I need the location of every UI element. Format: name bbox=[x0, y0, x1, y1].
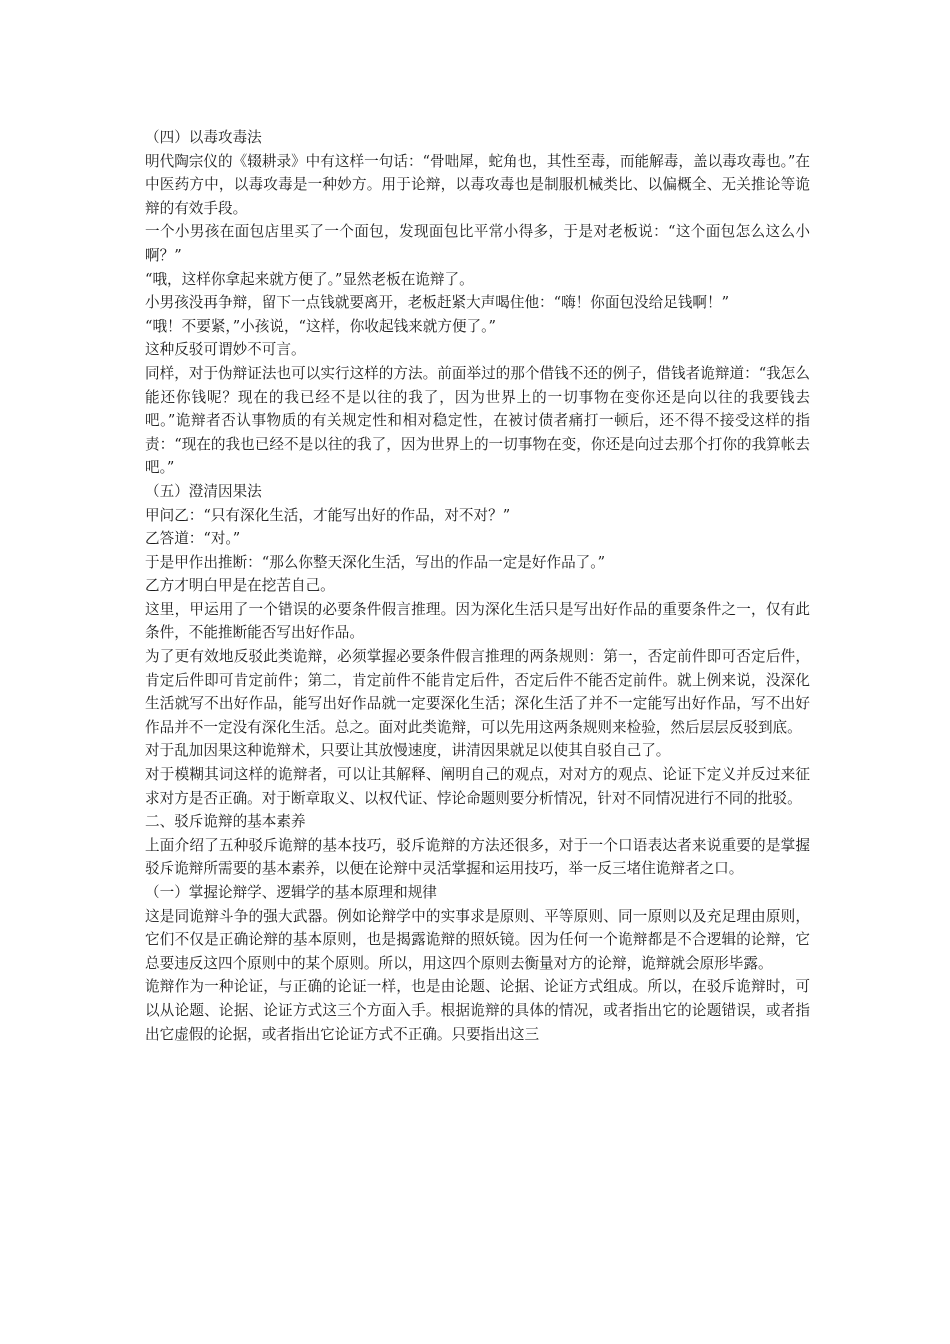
paragraph: 这种反驳可谓妙不可言。 bbox=[145, 341, 306, 359]
paragraph: 为了更有效地反驳此类诡辩，必须掌握必要条件假言推理的两条规则：第一，否定前件即可否定后件，肯定后件即可肯定前件；第二，肯定前件不能肯定后件，否定后件不能否定前件。就上例来说，没深化生活就写不出好作品，能写出好作品就一定要深化生活；深化生活了并不一定能写出好作品，写不出好作品并不一定没有深化生活。总之。面对此类诡辩，可以先用这两条规则来检验，然后层层反驳到底。 bbox=[145, 648, 810, 736]
paragraph: 对于乱加因果这种诡辩术，只要让其放慢速度，讲清因果就足以使其自驳自己了。 bbox=[145, 742, 671, 760]
paragraph: 一个小男孩在面包店里买了一个面包，发现面包比平常小得多，于是对老板说：“这个面包怎么这么小啊？” bbox=[145, 223, 810, 264]
paragraph: “哦，这样你拿起来就方便了。”显然老板在诡辩了。 bbox=[145, 270, 474, 288]
paragraph: 甲问乙：“只有深化生活，才能写出好的作品，对不对？” bbox=[145, 506, 511, 524]
paragraph: 明代陶宗仪的《辍耕录》中有这样一句话：“骨咄犀，蛇角也，其性至毒，而能解毒，盖以毒攻毒也。”在中医药方中，以毒攻毒是一种妙方。用于论辩，以毒攻毒也是制服机械类比、以偏概全、无关推论等诡辩的有效手段。 bbox=[145, 152, 810, 217]
paragraph: 对于模糊其词这样的诡辩者，可以让其解释、阐明自己的观点，对对方的观点、论证下定义并反过来征求对方是否正确。对于断章取义、以权代证、悖论命题则要分析情况，针对不同情况进行不同的批驳。 bbox=[145, 766, 810, 807]
paragraph: 上面介绍了五种驳斥诡辩的基本技巧，驳斥诡辩的方法还很多，对于一个口语表达者来说重要的是掌握驳斥诡辩所需要的基本素养，以便在论辩中灵活掌握和运用技巧，举一反三堵住诡辩者之口。 bbox=[145, 836, 810, 878]
document-page bbox=[145, 126, 810, 1046]
paragraph: 于是甲作出推断：“那么你整天深化生活，写出的作品一定是好作品了。” bbox=[145, 553, 606, 571]
paragraph: 乙方才明白甲是在挖苦自己。 bbox=[145, 577, 335, 595]
section-heading-4: （四）以毒攻毒法 bbox=[145, 129, 262, 146]
subsection-heading-1: （一）掌握论辩学、逻辑学的基本原理和规律 bbox=[145, 884, 437, 901]
paragraph: 同样，对于伪辩证法也可以实行这样的方法。前面举过的那个借钱不还的例子，借钱者诡辩道：“我怎么能还你钱呢？现在的我已经不是以往的我了，因为世界上的一切事物在变你还是向以往的我要钱去吧。”诡辩者否认事物质的有关规定性和相对稳定性，在被讨债者痛打一顿后，还不得不接受这样的指责：“现在的我也已经不是以往的我了，因为世界上的一切事物在变，你还是向过去那个打你的我算帐去吧。” bbox=[145, 364, 810, 477]
paragraph: 小男孩没再争辩，留下一点钱就要离开，老板赶紧大声喝住他：“嗨！你面包没给足钱啊！” bbox=[145, 294, 730, 312]
paragraph: 乙答道：“对。” bbox=[145, 530, 241, 548]
section-heading-2: 二、驳斥诡辩的基本素养 bbox=[145, 813, 306, 831]
paragraph: 这是同诡辩斗争的强大武器。例如论辩学中的实事求是原则、平等原则、同一原则以及充足理由原则，它们不仅是正确论辩的基本原则，也是揭露诡辩的照妖镜。因为任何一个诡辩都是不合逻辑的论辩，它总要违反这四个原则中的某个原则。所以，用这四个原则去衡量对方的论辩，诡辩就会原形毕露。 bbox=[145, 907, 810, 972]
section-heading-5: （五）澄清因果法 bbox=[145, 482, 262, 500]
paragraph: 这里，甲运用了一个错误的必要条件假言推理。因为深化生活只是写出好作品的重要条件之一，仅有此条件，不能推断能否写出好作品。 bbox=[145, 600, 810, 642]
paragraph: 诡辩作为一种论证，与正确的论证一样，也是由论题、论据、论证方式组成。所以，在驳斥诡辩时，可以从论题、论据、论证方式这三个方面入手。根据诡辩的具体的情况，或者指出它的论题错误，或者指出它虚假的论据，或者指出它论证方式不正确。只要指出这三 bbox=[145, 978, 810, 1043]
paragraph: “哦！不要紧，”小孩说，“这样，你收起钱来就方便了。” bbox=[145, 317, 496, 335]
